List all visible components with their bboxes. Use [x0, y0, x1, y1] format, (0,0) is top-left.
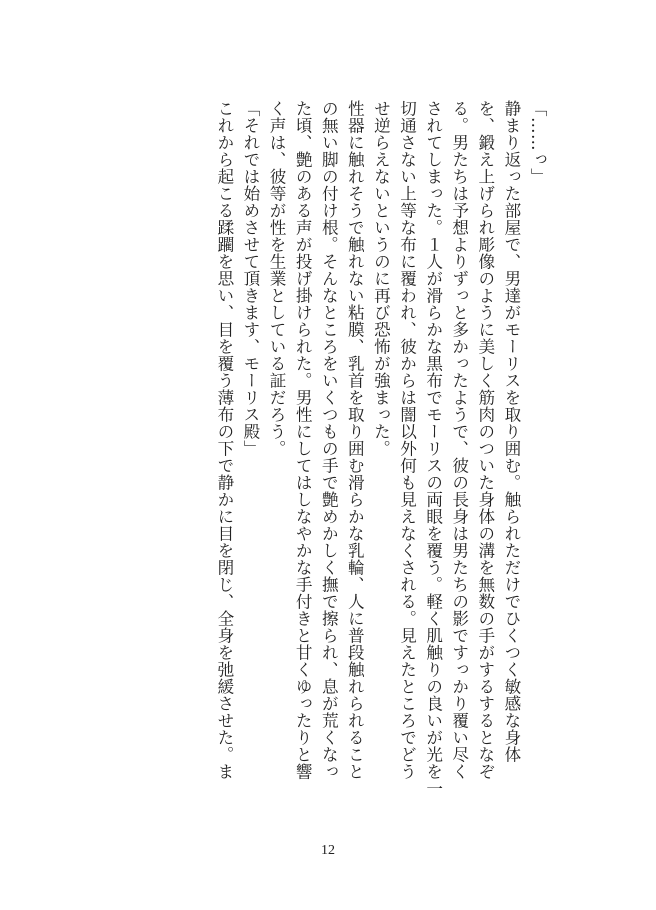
paragraph-line: る。男たちは予想よりずっと多かったようで、彼の長身は男たちの影ですっかり覆い尽く	[449, 100, 469, 780]
paragraph-line: されてしまった。１人が滑らかな黒布でモーリスの両眼を覆う。軽く肌触りの良いが光を一	[423, 100, 443, 797]
paragraph-line: た頃、艶のある声が投げ掛けられた。男性にしてはしなやかな手付きと甘くゆったりと響	[293, 100, 313, 780]
paragraph-line: く声は、彼等が性を生業としている証だろう。	[267, 100, 287, 457]
paragraph-line: を、鍛え上げられ彫像のように美しく筋肉のついた身体の溝を無数の手がするするとなぞ	[475, 100, 495, 780]
page-number: 12	[321, 843, 335, 858]
dialogue-line-greeting: 「それでは始めさせて頂きます、モーリス殿」	[240, 100, 260, 457]
vertical-text-body	[120, 100, 550, 800]
paragraph-line: これから起こる蹂躙を思い、目を覆う薄布の下で静かに目を閉じ、全身を弛緩させた。ま	[214, 100, 234, 780]
paragraph-line: 静まり返った部屋で、男達がモーリスを取り囲む。触られただけでひくつく敏感な身体	[501, 100, 521, 763]
paragraph-line: 性器に触れそうで触れない粘膜、乳首を取り囲む滑らかな乳輪、人に普段触れられること	[345, 100, 365, 780]
dialogue-line-gasp: 「……っ」	[528, 100, 547, 185]
paragraph-line: 切通さない上等な布に覆われ、彼からは闇以外何も見えなくされる。見えたところでどう	[397, 100, 417, 780]
paragraph-line: の無い脚の付け根。そんなところをいくつもの手で艶めかしく撫で擦られ、息が荒くなっ	[319, 100, 339, 780]
paragraph-line: せ逆らえないというのに再び恐怖が強まった。	[371, 100, 391, 457]
